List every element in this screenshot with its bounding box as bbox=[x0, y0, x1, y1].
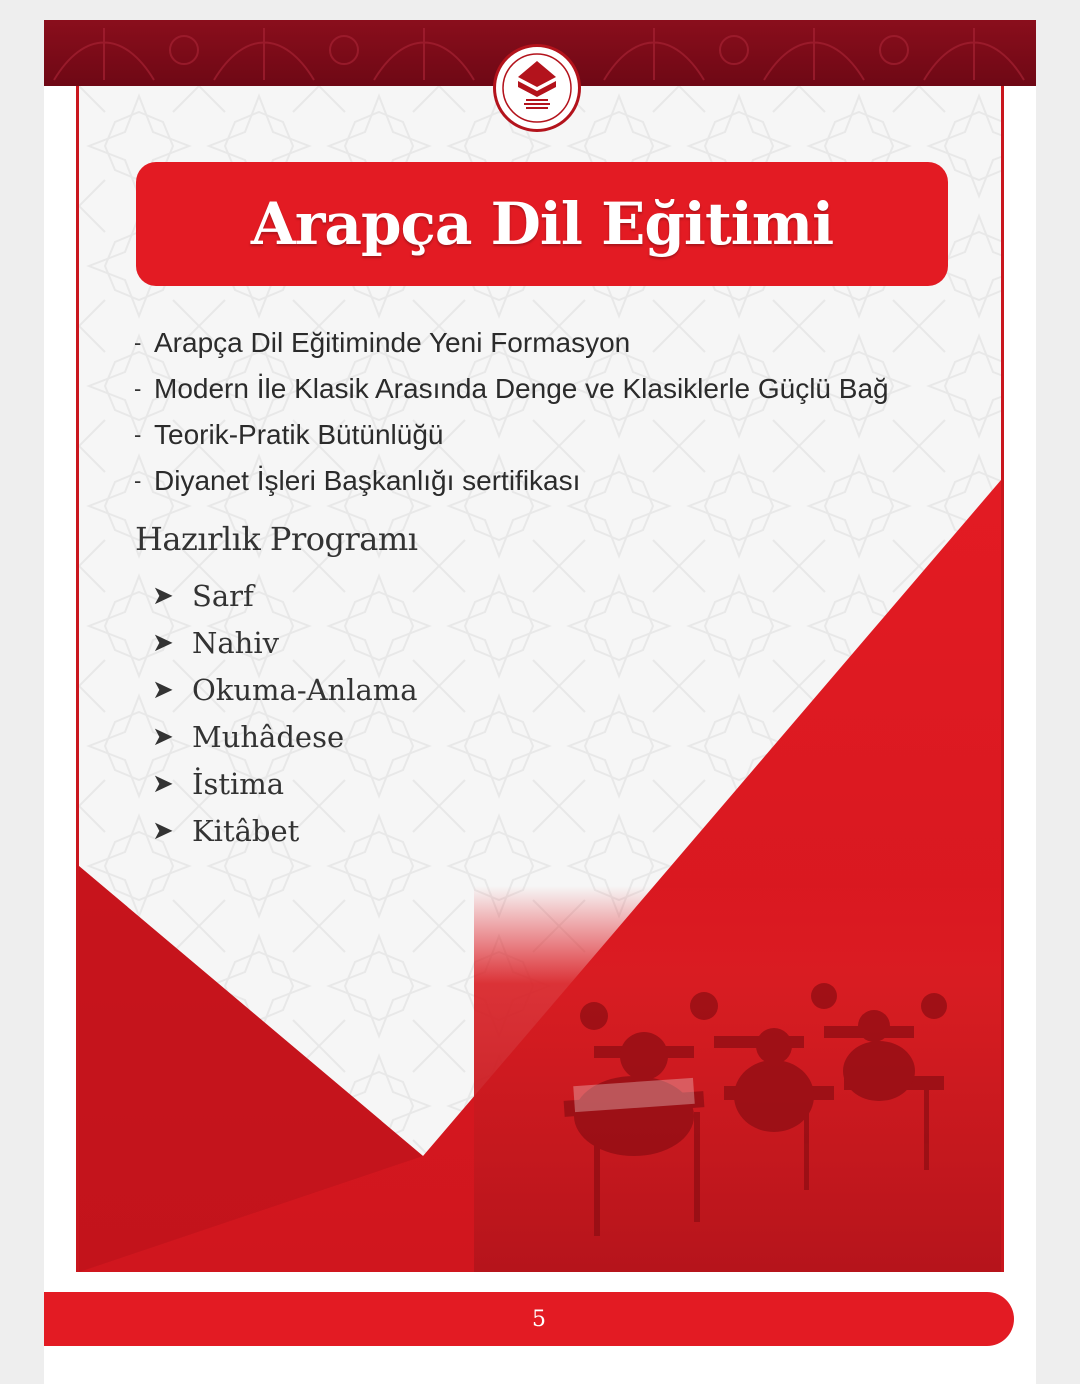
dash-marker: - bbox=[134, 422, 142, 447]
program-item-label: Sarf bbox=[192, 578, 254, 613]
page-title: Arapça Dil Eğitimi bbox=[250, 190, 834, 258]
dash-marker: - bbox=[134, 468, 142, 493]
brochure-page bbox=[44, 20, 1036, 1384]
program-item-label: Okuma-Anlama bbox=[192, 672, 418, 707]
feature-text: Modern İle Klasik Arasında Denge ve Klasiklerle Güçlü Bağ bbox=[154, 373, 889, 404]
feature-text: Arapça Dil Eğitiminde Yeni Formasyon bbox=[154, 327, 631, 358]
page-number: 5 bbox=[532, 1306, 546, 1332]
arrow-icon: ➤ bbox=[152, 721, 174, 752]
list-item bbox=[152, 572, 418, 619]
dash-marker: - bbox=[134, 330, 142, 355]
list-item bbox=[152, 619, 418, 666]
title-banner bbox=[136, 162, 948, 286]
arrow-icon: ➤ bbox=[152, 768, 174, 799]
arrow-icon: ➤ bbox=[152, 580, 174, 611]
program-item-label: İstima bbox=[192, 766, 285, 801]
school-logo bbox=[493, 44, 581, 132]
list-item bbox=[134, 320, 889, 366]
list-item bbox=[134, 458, 889, 504]
list-item bbox=[134, 366, 889, 412]
dash-marker: - bbox=[134, 376, 142, 401]
program-item-label: Kitâbet bbox=[192, 813, 300, 848]
list-item bbox=[152, 760, 418, 807]
program-item-label: Muhâdese bbox=[192, 719, 345, 754]
list-item bbox=[134, 412, 889, 458]
list-item bbox=[152, 713, 418, 760]
feature-text: Teorik-Pratik Bütünlüğü bbox=[154, 419, 444, 450]
program-list bbox=[152, 572, 418, 854]
arrow-icon: ➤ bbox=[152, 815, 174, 846]
program-item-label: Nahiv bbox=[192, 625, 279, 660]
list-item bbox=[152, 807, 418, 854]
feature-text: Diyanet İşleri Başkanlığı sertifikası bbox=[154, 465, 581, 496]
arrow-icon: ➤ bbox=[152, 674, 174, 705]
program-heading: Hazırlık Programı bbox=[135, 520, 418, 558]
feature-list bbox=[134, 320, 889, 504]
footer-bar bbox=[44, 1292, 1014, 1346]
open-book-emblem-icon bbox=[496, 47, 578, 129]
list-item bbox=[152, 666, 418, 713]
classroom-photo bbox=[474, 886, 1004, 1272]
arrow-icon: ➤ bbox=[152, 627, 174, 658]
